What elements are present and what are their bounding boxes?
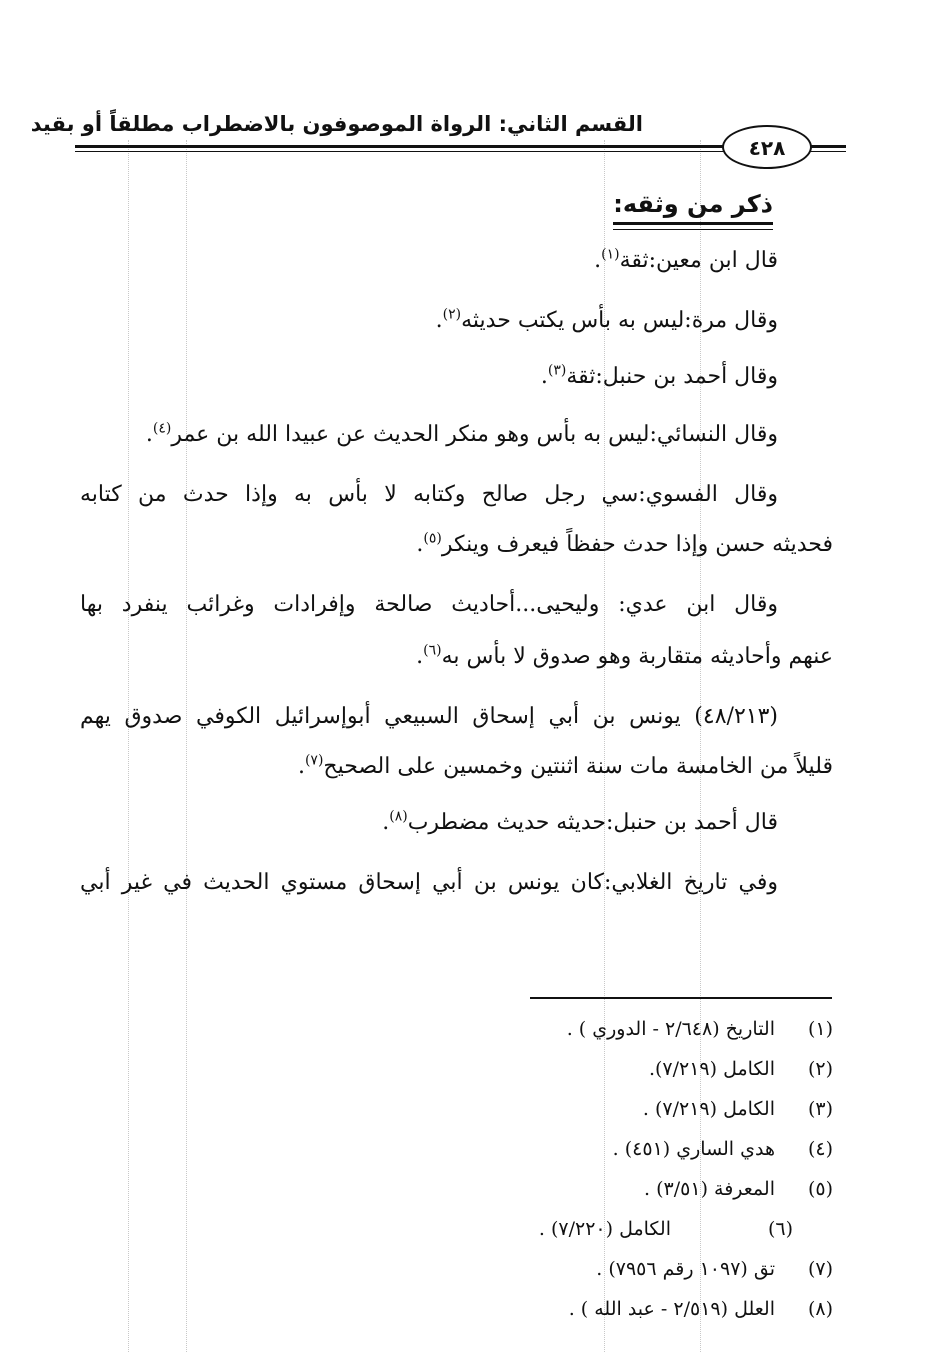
footnote-text: الكامل (٧/٢١٩). xyxy=(648,1058,775,1080)
line-text: وقال ابن عدي: وليحيى...أحاديث صالحة وإفرادات وغرائب ينفرد بها xyxy=(80,592,778,617)
body-line xyxy=(436,308,778,333)
line-end: . xyxy=(416,644,424,669)
body-line xyxy=(298,754,833,779)
line-text: قليلاً من الخامسة مات سنة اثنتين وخمسين على الصحيح xyxy=(323,754,833,779)
footnote-marker: (٢) xyxy=(442,306,462,323)
header-rule-thick xyxy=(75,145,727,148)
line-text: وفي تاريخ الغلابي:كان يونس بن أبي إسحاق مستوي الحديث في غير أبي xyxy=(80,870,778,895)
footnote-number: (٢) xyxy=(807,1058,833,1080)
line-text: (٤٨/٢١٣) يونس بن أبي إسحاق السبيعي أبوإسرائيل الكوفي صدوق يهم xyxy=(80,704,778,729)
footnote-number: (٨) xyxy=(807,1298,833,1320)
footnote xyxy=(643,1098,833,1120)
footnote xyxy=(596,1258,833,1280)
line-end: . xyxy=(382,810,390,835)
header-rule-thin-right xyxy=(808,151,846,152)
footnote-number: (٤) xyxy=(807,1138,833,1160)
footnote xyxy=(567,1018,833,1040)
footnote-number: (٦) xyxy=(767,1218,793,1240)
header-rule-thick-right xyxy=(808,145,846,148)
footnote xyxy=(644,1178,833,1200)
footnote-number: (٣) xyxy=(807,1098,833,1120)
line-text: قال ابن معين:ثقة xyxy=(619,248,778,273)
body-line xyxy=(541,364,778,389)
footnote-text: المعرفة (٣/٥١) . xyxy=(644,1178,775,1200)
running-title: القسم الثاني: الرواة الموصوفون بالاضطراب مطلقاً أو بقيد xyxy=(30,112,643,136)
footnote-marker: (٦) xyxy=(423,642,442,659)
footnote-marker: (٣) xyxy=(547,362,567,379)
footnote-marker: (١) xyxy=(601,246,620,263)
line-end: . xyxy=(540,364,548,389)
footnote-number: (٥) xyxy=(807,1178,833,1200)
footnote-number: (٧) xyxy=(807,1258,833,1280)
line-text: وقال النسائي:ليس به بأس وهو منكر الحديث عن عبيدا الله بن عمر xyxy=(171,422,778,447)
line-text: وقال مرة:ليس به بأس يكتب حديثه xyxy=(461,308,778,333)
line-text: فحديثه حسن وإذا حدث حفظاً فيعرف وينكر xyxy=(441,532,833,557)
body-line xyxy=(416,532,833,557)
line-end: . xyxy=(416,532,424,557)
footnote xyxy=(613,1138,833,1160)
footnote xyxy=(539,1218,793,1240)
footnote xyxy=(569,1298,833,1320)
line-text: وقال أحمد بن حنبل:ثقة xyxy=(566,364,778,389)
footnote-text: هدي الساري (٤٥١) . xyxy=(612,1138,775,1160)
body-line xyxy=(416,644,833,669)
footnote xyxy=(649,1058,833,1080)
line-end: . xyxy=(435,308,443,333)
footnote-marker: (٨) xyxy=(389,808,408,825)
footnote-text: تق (١٠٩٧ رقم ٧٩٥٦) . xyxy=(596,1258,775,1280)
footnote-text: التاريخ (٢/٦٤٨ - الدوري ) . xyxy=(566,1018,775,1040)
scan-artifact-line xyxy=(186,140,187,1352)
line-end: . xyxy=(297,754,305,779)
body-line xyxy=(80,870,778,895)
body-line xyxy=(382,810,778,835)
page-number: ٤٢٨ xyxy=(722,125,812,169)
body-line xyxy=(146,422,778,447)
section-heading: ذكر من وثقه: xyxy=(613,190,773,225)
line-text: قال أحمد بن حنبل:حديثه حديث مضطرب xyxy=(407,810,778,835)
line-end: . xyxy=(145,422,153,447)
body-line xyxy=(80,592,778,617)
footnote-marker: (٤) xyxy=(152,420,172,437)
footnote-marker: (٥) xyxy=(423,530,442,547)
line-text: عنهم وأحاديثه متقاربة وهو صدوق لا بأس به xyxy=(441,644,833,669)
footnote-text: الكامل (٧/٢٢٠) . xyxy=(538,1218,671,1240)
scan-artifact-line xyxy=(128,140,129,1352)
line-end: . xyxy=(594,248,602,273)
footnote-number: (١) xyxy=(807,1018,833,1040)
body-line xyxy=(594,248,778,273)
footnote-marker: (٧) xyxy=(304,752,324,769)
header-rule-thin xyxy=(75,151,727,152)
footnote-separator xyxy=(530,997,832,999)
footnote-text: الكامل (٧/٢١٩) . xyxy=(642,1098,775,1120)
entry-line xyxy=(80,704,778,729)
body-line xyxy=(80,482,778,507)
footnote-text: العلل (٢/٥١٩ - عبد الله ) . xyxy=(568,1298,775,1320)
line-text: وقال الفسوي:سي رجل صالح وكتابه لا بأس به وإذا حدث من كتابه xyxy=(80,482,778,507)
